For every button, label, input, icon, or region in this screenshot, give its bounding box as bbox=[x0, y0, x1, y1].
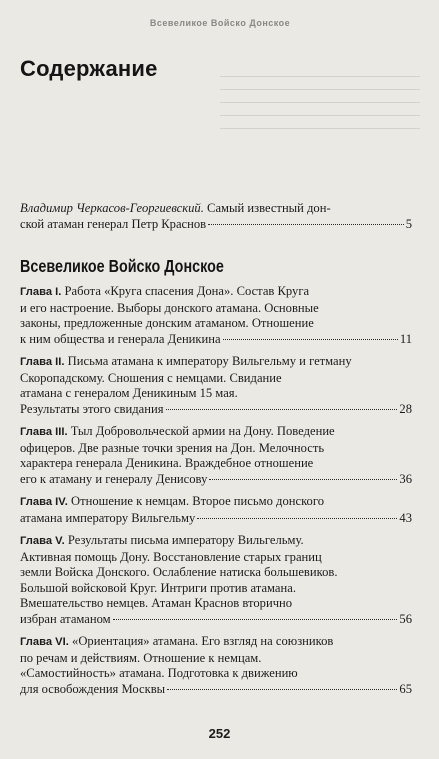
chapter-title-text: его к атаману и генералу Денисову bbox=[20, 471, 208, 486]
page-number: 36 bbox=[399, 471, 412, 486]
chapter-title-text: Работа «Круга спасения Дона». Состав Круга bbox=[64, 284, 310, 298]
entry-line bbox=[20, 354, 412, 371]
intro-title-end: ской атаман генерал Петр Краснов bbox=[20, 216, 207, 231]
entry-last-line bbox=[20, 682, 412, 698]
entry-last-line bbox=[20, 332, 412, 348]
chapter-label: Глава II. bbox=[20, 356, 65, 368]
chapter-title-text: Активная помощь Дону. Восстановление старых границ bbox=[20, 549, 322, 564]
folio-page-number: 252 bbox=[208, 726, 231, 741]
page-number: 5 bbox=[405, 216, 412, 231]
intro-title-part: Самый известный дон- bbox=[207, 201, 331, 215]
show-through-text bbox=[220, 64, 420, 134]
chapter-title-text: Вмешательство немцев. Атаман Краснов вторично bbox=[20, 596, 293, 610]
chapter-title-text: Скоропадскому. Сношения с немцами. Свидание bbox=[20, 370, 282, 385]
entry-line bbox=[20, 634, 412, 651]
chapter-title-text: Тыл Добровольческой армии на Дону. Поведение bbox=[70, 424, 335, 438]
chapter-title-text: к ним общества и генерала Деникина bbox=[20, 331, 221, 346]
chapter-title-text: атамана с генералом Деникиным 15 мая. bbox=[20, 386, 238, 400]
intro-author: Владимир Черкасов-Георгиевский. bbox=[20, 201, 204, 215]
intro-line-1 bbox=[20, 201, 412, 217]
entry-line bbox=[20, 424, 412, 441]
chapter-title-text: законы, предложенные донским атаманом. Отношение bbox=[20, 316, 314, 330]
chapter-title-text: характера генерала Деникина. Враждебное отношение bbox=[20, 456, 314, 470]
chapter-title-text: для освобождения Москвы bbox=[20, 681, 166, 696]
chapter-title-text: избран атаманом bbox=[20, 611, 111, 626]
chapter-title-text: офицеров. Две разные точки зрения на Дон. Мелочность bbox=[20, 440, 325, 455]
chapter-title-text: Отношение к немцам. Второе письмо донского bbox=[70, 494, 324, 508]
chapter-title-text: Результаты этого свидания bbox=[20, 401, 164, 416]
dot-leader bbox=[113, 619, 398, 620]
section-heading: Всевеликое Войско Донское bbox=[20, 256, 224, 276]
toc-entry-chapter[interactable] bbox=[20, 424, 412, 487]
toc-entry-intro[interactable] bbox=[20, 201, 412, 232]
dot-leader bbox=[166, 409, 398, 410]
dot-leader bbox=[209, 479, 397, 480]
chapter-title-text: атамана императору Вильгельму bbox=[20, 510, 196, 525]
toc-entry-chapter[interactable] bbox=[20, 284, 412, 347]
page-number: 56 bbox=[399, 611, 412, 626]
chapter-label: Глава V. bbox=[20, 535, 65, 547]
entry-line bbox=[20, 533, 412, 550]
chapter-label: Глава I. bbox=[20, 286, 62, 298]
entry-last-line bbox=[20, 511, 412, 527]
entry-line bbox=[20, 494, 412, 511]
page-number: 11 bbox=[399, 331, 412, 346]
chapter-list bbox=[20, 284, 412, 704]
page-number: 43 bbox=[399, 510, 412, 525]
dot-leader bbox=[223, 339, 398, 340]
page-title: Содержание bbox=[20, 56, 158, 81]
chapter-title-text: «Ориентация» атамана. Его взгляд на союзников bbox=[72, 634, 334, 648]
entry-last-line bbox=[20, 472, 412, 488]
dot-leader bbox=[167, 689, 397, 690]
chapter-title-text: «Самостийность» атамана. Подготовка к движению bbox=[20, 666, 298, 680]
chapter-label: Глава III. bbox=[20, 426, 68, 438]
page-number: 28 bbox=[399, 401, 412, 416]
entry-last-line bbox=[20, 612, 412, 628]
chapter-title-text: и его настроение. Выборы донского атамана. Основные bbox=[20, 300, 319, 315]
entry-last-line bbox=[20, 402, 412, 418]
dot-leader bbox=[208, 224, 404, 225]
toc-entry-chapter[interactable] bbox=[20, 634, 412, 697]
chapter-title-text: по речам и действиям. Отношение к немцам. bbox=[20, 650, 262, 665]
chapter-label: Глава VI. bbox=[20, 636, 69, 648]
entry-line bbox=[20, 284, 412, 301]
dot-leader bbox=[197, 518, 397, 519]
chapter-title-text: Результаты письма императору Вильгельму. bbox=[67, 533, 304, 547]
chapter-title-text: земли Войска Донского. Ослабление натиска большевиков. bbox=[20, 565, 338, 579]
toc-entry-chapter[interactable] bbox=[20, 494, 412, 526]
chapter-title-text: Письма атамана к императору Вильгельму и гетману bbox=[67, 354, 352, 368]
toc-entry-chapter[interactable] bbox=[20, 354, 412, 417]
running-head: Всевеликое Войско Донское bbox=[149, 18, 291, 28]
chapter-title-text: Большой войсковой Круг. Интриги против атамана. bbox=[20, 580, 296, 595]
page-number: 65 bbox=[399, 681, 412, 696]
chapter-label: Глава IV. bbox=[20, 496, 68, 508]
intro-line-2 bbox=[20, 217, 412, 233]
toc-entry-chapter[interactable] bbox=[20, 533, 412, 627]
